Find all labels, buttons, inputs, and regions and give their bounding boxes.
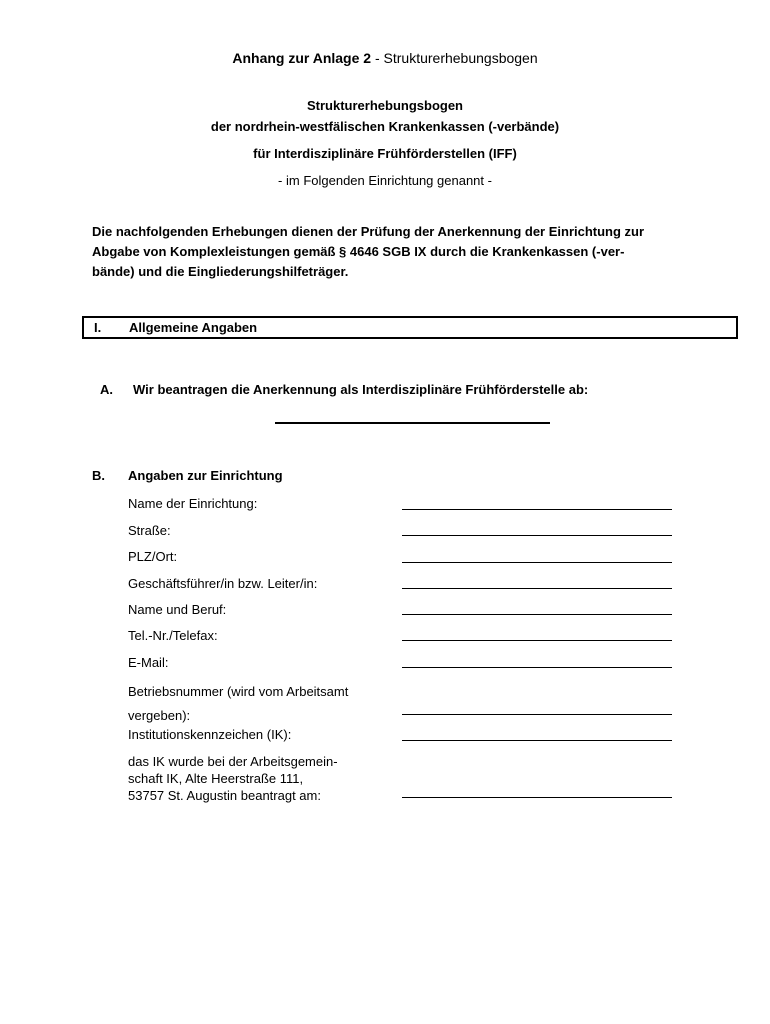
field-label-line: vergeben): [128,708,191,723]
field-label-line: Name der Einrichtung: [128,496,258,511]
field-label [128,753,338,804]
part-a-date-line[interactable] [275,422,550,424]
field-label-line: Geschäftsführer/in bzw. Leiter/in: [128,576,318,591]
field-label [128,680,348,728]
field-label-line: schaft IK, Alte Heerstraße 111, [128,771,304,786]
field-label-line: das IK wurde bei der Arbeitsgemein- [128,754,338,769]
field-input-line[interactable] [402,588,672,589]
field-label-line: Betriebsnummer (wird vom Arbeitsamt [128,684,349,699]
field-label-line: 53757 St. Augustin beantragt am: [128,788,321,803]
field-label-line: Name und Beruf: [128,602,227,617]
field-label [128,726,291,744]
field-input-line[interactable] [402,562,672,563]
field-input-line[interactable] [402,614,672,615]
field-input-line[interactable] [402,535,672,536]
part-b-number: B. [92,468,105,483]
intro-line: Die nachfolgenden Erhebungen dienen der Prüfung der Anerkennung der Einrichtung zur [92,224,645,239]
document-header [0,50,770,66]
part-a-number: A. [100,382,113,397]
field-label [128,548,177,566]
part-a-text: Wir beantragen die Anerkennung als Interdisziplinäre Frühförderstelle ab: [133,382,589,397]
header-rest: - Strukturerhebungsbogen [371,50,538,66]
field-input-line[interactable] [402,797,672,798]
field-input-line[interactable] [402,714,672,715]
field-input-line[interactable] [402,667,672,668]
field-input-line[interactable] [402,640,672,641]
field-label-line: PLZ/Ort: [128,549,178,564]
field-input-line[interactable] [402,740,672,741]
header-bold: Anhang zur Anlage 2 [232,50,372,66]
field-label [128,654,168,672]
field-label [128,575,317,593]
part-b-title: Angaben zur Einrichtung [128,468,283,483]
intro-line: Abgabe von Komplexleistungen gemäß § 4646 SGB IX durch die Krankenkassen (-ver- [92,244,625,259]
title-line-3: für Interdisziplinäre Frühförderstellen (IFF) [253,146,517,161]
intro-line: bände) und die Eingliederungshilfeträger. [92,264,349,279]
field-label-line: E-Mail: [128,655,169,670]
field-label-line: Straße: [128,523,171,538]
field-label [128,495,257,513]
title-line-1: Strukturerhebungsbogen [306,98,463,113]
field-label [128,601,226,619]
section-heading-box [82,316,738,339]
intro-paragraph [92,222,712,282]
field-input-line[interactable] [402,509,672,510]
field-label [128,627,218,645]
title-line-4: - im Folgenden Einrichtung genannt - [278,173,492,188]
field-label [128,522,171,540]
field-label-line: Institutionskennzeichen (IK): [128,727,292,742]
section-number: I. [94,320,102,335]
section-title: Allgemeine Angaben [129,320,258,335]
field-label-line: Tel.-Nr./Telefax: [128,628,218,643]
title-line-2: der nordrhein-westfälischen Krankenkassen (-verbände) [210,119,560,134]
